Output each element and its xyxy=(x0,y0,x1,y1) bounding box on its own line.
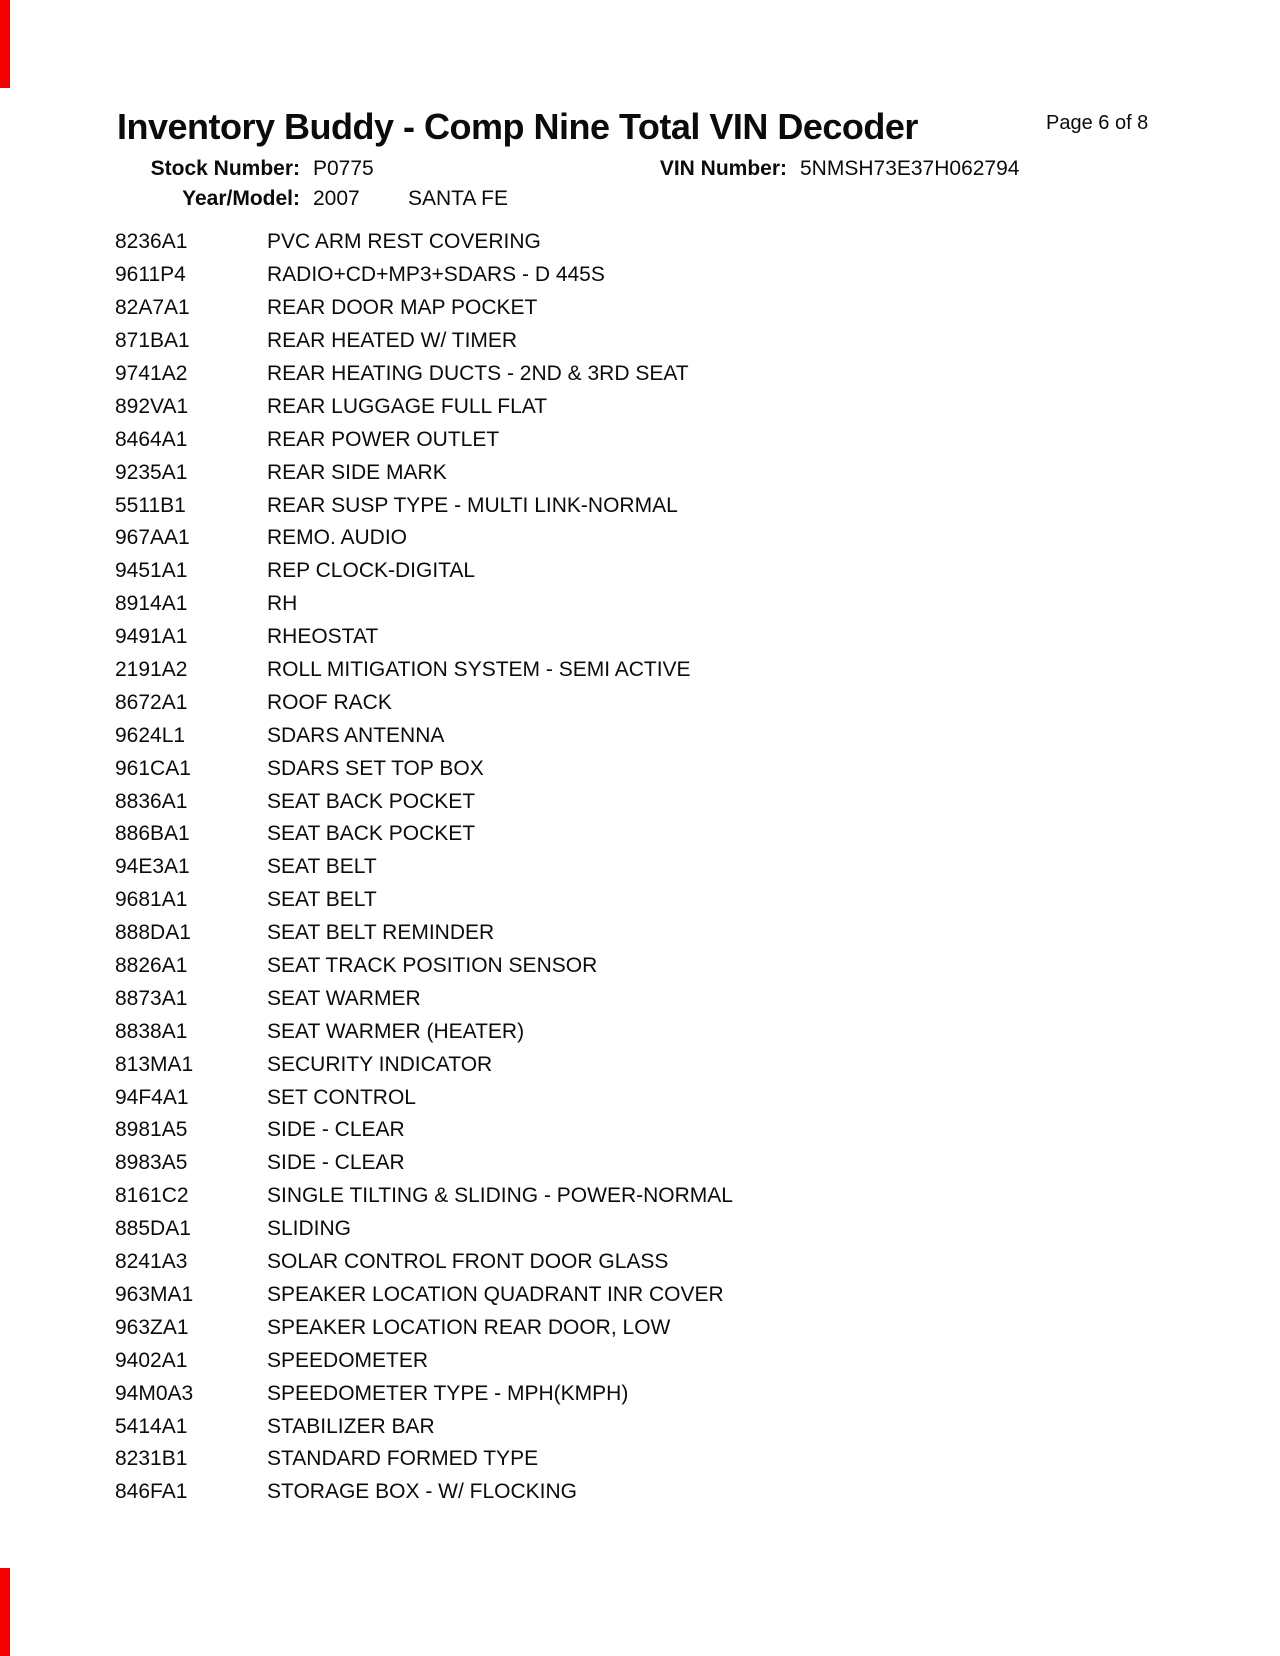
option-code: 82A7A1 xyxy=(115,296,190,320)
option-description: SEAT BACK POCKET xyxy=(267,822,476,846)
option-description: SINGLE TILTING & SLIDING - POWER-NORMAL xyxy=(267,1184,733,1208)
list-item xyxy=(115,226,1260,259)
option-description: SPEEDOMETER TYPE - MPH(KMPH) xyxy=(267,1381,629,1405)
option-code: 871BA1 xyxy=(115,329,190,353)
list-item xyxy=(115,358,1260,391)
option-description: SEAT BACK POCKET xyxy=(267,789,476,813)
list-item xyxy=(115,621,1260,654)
list-item xyxy=(115,259,1260,292)
option-code: 5511B1 xyxy=(115,493,186,517)
page-title: Inventory Buddy - Comp Nine Total VIN Decoder xyxy=(117,106,918,147)
list-item xyxy=(115,1213,1260,1246)
option-code: 8231B1 xyxy=(115,1447,188,1471)
list-item xyxy=(115,489,1260,522)
list-item xyxy=(115,423,1260,456)
options-list xyxy=(115,226,1260,1509)
list-item xyxy=(115,1246,1260,1279)
option-description: ROLL MITIGATION SYSTEM - SEMI ACTIVE xyxy=(267,658,691,682)
list-item xyxy=(115,785,1260,818)
list-item xyxy=(115,1114,1260,1147)
option-code: 9491A1 xyxy=(115,625,188,649)
list-item xyxy=(115,555,1260,588)
list-item xyxy=(115,292,1260,325)
list-item xyxy=(115,1048,1260,1081)
scan-edge-mark-top xyxy=(0,0,10,88)
option-description: SLIDING xyxy=(267,1217,352,1241)
scan-edge-mark-bottom xyxy=(0,1568,10,1656)
option-code: 886BA1 xyxy=(115,822,190,846)
option-code: 8672A1 xyxy=(115,690,188,714)
option-code: 9624L1 xyxy=(115,723,186,747)
list-item xyxy=(115,1344,1260,1377)
page-number-indicator: Page 6 of 8 xyxy=(1046,112,1149,134)
option-code: 846FA1 xyxy=(115,1480,188,1504)
option-description: RADIO+CD+MP3+SDARS - D 445S xyxy=(267,263,605,287)
option-description: SDARS SET TOP BOX xyxy=(267,756,484,780)
option-description: REAR DOOR MAP POCKET xyxy=(267,296,538,320)
option-code: 8826A1 xyxy=(115,954,188,978)
option-description: SEAT BELT xyxy=(267,888,377,912)
list-item xyxy=(115,1311,1260,1344)
option-code: 9235A1 xyxy=(115,460,188,484)
list-item xyxy=(115,818,1260,851)
option-description: REAR LUGGAGE FULL FLAT xyxy=(267,394,548,418)
option-description: REAR HEATING DUCTS - 2ND & 3RD SEAT xyxy=(267,362,689,385)
option-description: SECURITY INDICATOR xyxy=(267,1052,493,1076)
option-description: REAR HEATED W/ TIMER xyxy=(267,329,518,353)
list-item xyxy=(115,752,1260,785)
model-value: SANTA FE xyxy=(408,187,508,210)
list-item xyxy=(115,950,1260,983)
list-item xyxy=(115,982,1260,1015)
list-item xyxy=(115,522,1260,555)
option-code: 5414A1 xyxy=(115,1414,188,1438)
list-item xyxy=(115,884,1260,917)
option-description: SEAT BELT REMINDER xyxy=(267,921,495,945)
option-code: 888DA1 xyxy=(115,921,191,945)
option-code: 8236A1 xyxy=(115,230,188,254)
option-description: PVC ARM REST COVERING xyxy=(267,230,541,254)
option-code: 967AA1 xyxy=(115,526,190,550)
option-code: 94E3A1 xyxy=(115,855,190,879)
list-item xyxy=(115,1476,1260,1509)
option-code: 8464A1 xyxy=(115,427,188,451)
option-description: ROOF RACK xyxy=(267,690,392,714)
list-item xyxy=(115,1081,1260,1114)
option-code: 8983A5 xyxy=(115,1151,188,1175)
option-code: 8914A1 xyxy=(115,592,188,616)
option-code: 94M0A3 xyxy=(115,1381,194,1405)
option-code: 9451A1 xyxy=(115,559,188,583)
stock-number-value: P0775 xyxy=(313,157,374,180)
option-code: 9402A1 xyxy=(115,1348,188,1372)
list-item xyxy=(115,1015,1260,1048)
vin-number-value: 5NMSH73E37H062794 xyxy=(800,157,1020,180)
option-code: 8836A1 xyxy=(115,789,188,813)
year-model-label: Year/Model: xyxy=(182,187,300,210)
list-item xyxy=(115,1279,1260,1312)
option-description: REAR SUSP TYPE - MULTI LINK-NORMAL xyxy=(267,493,678,517)
option-description: SEAT TRACK POSITION SENSOR xyxy=(267,954,598,978)
option-code: 8873A1 xyxy=(115,986,188,1010)
option-description: SIDE - CLEAR xyxy=(267,1151,405,1175)
option-code: 963MA1 xyxy=(115,1282,194,1306)
option-description: RH xyxy=(267,592,298,616)
vin-number-label: VIN Number: xyxy=(659,157,787,180)
list-item xyxy=(115,1377,1260,1410)
option-code: 8981A5 xyxy=(115,1118,188,1142)
option-description: SPEAKER LOCATION REAR DOOR, LOW xyxy=(267,1315,671,1339)
option-code: 885DA1 xyxy=(115,1217,191,1241)
option-code: 8241A3 xyxy=(115,1250,188,1274)
list-item xyxy=(115,851,1260,884)
option-description: STANDARD FORMED TYPE xyxy=(267,1447,539,1471)
option-description: RHEOSTAT xyxy=(267,625,379,649)
list-item xyxy=(115,390,1260,423)
list-item xyxy=(115,1147,1260,1180)
option-description: STORAGE BOX - W/ FLOCKING xyxy=(267,1480,577,1504)
list-item xyxy=(115,654,1260,687)
stock-number-label: Stock Number: xyxy=(150,157,300,180)
option-description: SPEEDOMETER xyxy=(267,1348,429,1372)
list-item xyxy=(115,917,1260,950)
option-code: 963ZA1 xyxy=(115,1315,189,1339)
option-code: 892VA1 xyxy=(115,394,189,418)
option-description: SEAT BELT xyxy=(267,855,377,879)
option-code: 813MA1 xyxy=(115,1052,194,1076)
list-item xyxy=(115,1410,1260,1443)
list-item xyxy=(115,686,1260,719)
option-code: 2191A2 xyxy=(115,658,188,682)
option-description: SDARS ANTENNA xyxy=(267,723,445,747)
option-code: 961CA1 xyxy=(115,756,191,780)
option-code: 94F4A1 xyxy=(115,1085,189,1109)
list-item xyxy=(115,456,1260,489)
option-code: 9741A2 xyxy=(115,362,188,385)
option-description: REAR SIDE MARK xyxy=(267,460,447,484)
list-item xyxy=(115,1443,1260,1476)
list-item xyxy=(115,588,1260,621)
option-code: 8838A1 xyxy=(115,1019,188,1043)
option-description: SIDE - CLEAR xyxy=(267,1118,405,1142)
list-item xyxy=(115,719,1260,752)
option-description: SEAT WARMER xyxy=(267,986,421,1010)
option-code: 9681A1 xyxy=(115,888,188,912)
option-description: REMO. AUDIO xyxy=(267,526,408,550)
option-description: STABILIZER BAR xyxy=(267,1414,435,1438)
option-code: 8161C2 xyxy=(115,1184,189,1208)
option-code: 9611P4 xyxy=(115,263,186,287)
list-item xyxy=(115,325,1260,358)
option-description: REP CLOCK-DIGITAL xyxy=(267,559,476,583)
option-description: SOLAR CONTROL FRONT DOOR GLASS xyxy=(267,1250,669,1274)
year-value: 2007 xyxy=(313,187,360,210)
list-item xyxy=(115,1180,1260,1213)
option-description: SEAT WARMER (HEATER) xyxy=(267,1019,525,1043)
option-description: SET CONTROL xyxy=(267,1085,416,1109)
option-description: SPEAKER LOCATION QUADRANT INR COVER xyxy=(267,1282,724,1306)
option-description: REAR POWER OUTLET xyxy=(267,427,500,451)
